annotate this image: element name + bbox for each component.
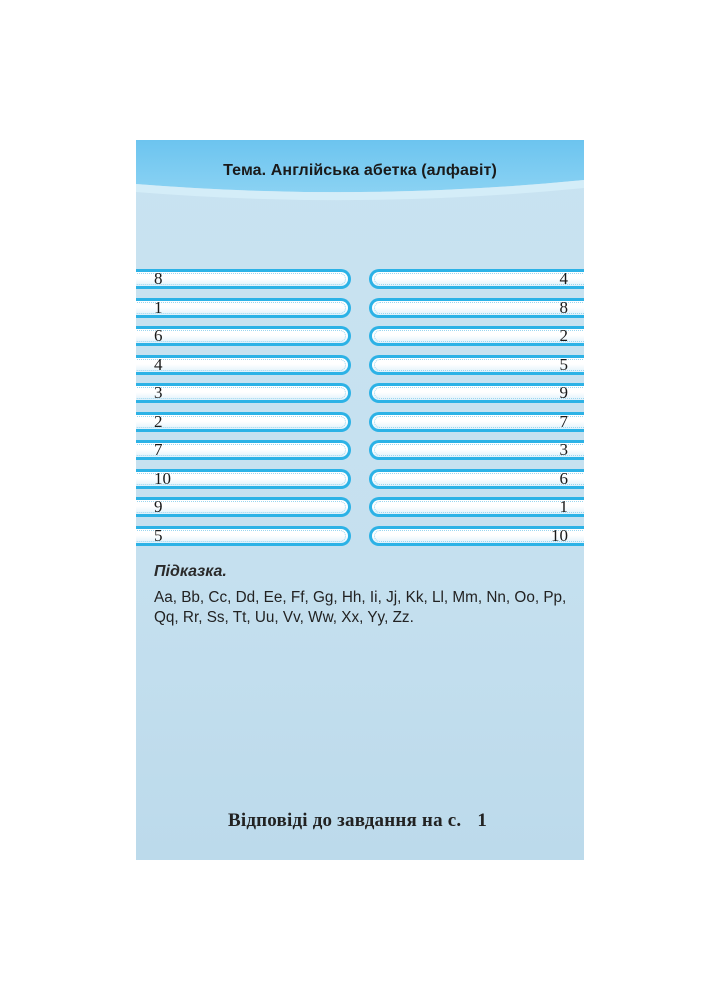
- answer-field-right[interactable]: [369, 269, 584, 289]
- answer-field-right[interactable]: [369, 383, 584, 403]
- hint-alphabet: Aa, Bb, Cc, Dd, Ee, Ff, Gg, Hh, Ii, Jj, Kk, Ll, Mm, Nn, Oo, Pp, Qq, Rr, Ss, Tt, Uu, Vv, Ww, Xx, Yy, Zz.: [154, 589, 567, 626]
- page-title: Тема. Англійська абетка (алфавіт): [223, 162, 497, 179]
- right-number: 6: [559, 469, 568, 488]
- answer-field-right[interactable]: [369, 298, 584, 318]
- right-number: 7: [559, 412, 568, 431]
- answer-field-dotted-line: [136, 302, 346, 314]
- answer-card: [136, 140, 584, 860]
- answer-field-dotted-line: [136, 530, 346, 542]
- left-number: 1: [154, 298, 163, 317]
- answer-field-left[interactable]: [136, 269, 351, 289]
- left-number: 10: [154, 469, 171, 488]
- answer-field-dotted-line: [374, 416, 584, 428]
- answer-field-left[interactable]: [136, 497, 351, 517]
- right-number: 10: [551, 526, 568, 545]
- footer-page-number: 1: [477, 810, 488, 831]
- answer-field-dotted-line: [374, 444, 584, 456]
- answer-field-right[interactable]: [369, 326, 584, 346]
- answer-field-left[interactable]: [136, 326, 351, 346]
- left-number: 6: [154, 326, 163, 345]
- answer-field-left[interactable]: [136, 440, 351, 460]
- right-number: 9: [559, 383, 568, 402]
- answers-footer: [228, 810, 487, 832]
- left-number: 5: [154, 526, 163, 545]
- answer-field-left[interactable]: [136, 298, 351, 318]
- answer-field-right[interactable]: [369, 412, 584, 432]
- title-banner: [136, 140, 584, 204]
- answer-field-dotted-line: [374, 302, 584, 314]
- left-number: 4: [154, 355, 163, 374]
- right-number: 2: [559, 326, 568, 345]
- left-number: 3: [154, 383, 163, 402]
- right-number: 1: [559, 497, 568, 516]
- right-number: 3: [559, 440, 568, 459]
- left-number: 9: [154, 497, 163, 516]
- answer-field-dotted-line: [136, 273, 346, 285]
- answer-field-right[interactable]: [369, 440, 584, 460]
- left-number: 7: [154, 440, 163, 459]
- answer-field-dotted-line: [136, 359, 346, 371]
- answer-field-dotted-line: [374, 501, 584, 513]
- footer-label: Відповіді до завдання на с.: [228, 810, 462, 831]
- answer-field-dotted-line: [374, 473, 584, 485]
- answer-field-dotted-line: [374, 359, 584, 371]
- answer-field-dotted-line: [374, 330, 584, 342]
- right-number: 5: [559, 355, 568, 374]
- left-number: 8: [154, 269, 163, 288]
- answer-field-dotted-line: [136, 501, 346, 513]
- hint-title: Підказка.: [154, 563, 227, 580]
- answer-field-dotted-line: [136, 416, 346, 428]
- answer-field-dotted-line: [136, 330, 346, 342]
- answer-field-right[interactable]: [369, 355, 584, 375]
- answer-field-left[interactable]: [136, 526, 351, 546]
- answer-field-dotted-line: [136, 387, 346, 399]
- answer-field-right[interactable]: [369, 497, 584, 517]
- right-number: 4: [559, 269, 568, 288]
- answer-field-left[interactable]: [136, 412, 351, 432]
- answer-field-left[interactable]: [136, 383, 351, 403]
- left-number: 2: [154, 412, 163, 431]
- answer-field-dotted-line: [374, 273, 584, 285]
- answer-field-dotted-line: [136, 444, 346, 456]
- right-number: 8: [559, 298, 568, 317]
- answer-field-right[interactable]: [369, 469, 584, 489]
- answer-field-left[interactable]: [136, 355, 351, 375]
- answer-field-dotted-line: [374, 387, 584, 399]
